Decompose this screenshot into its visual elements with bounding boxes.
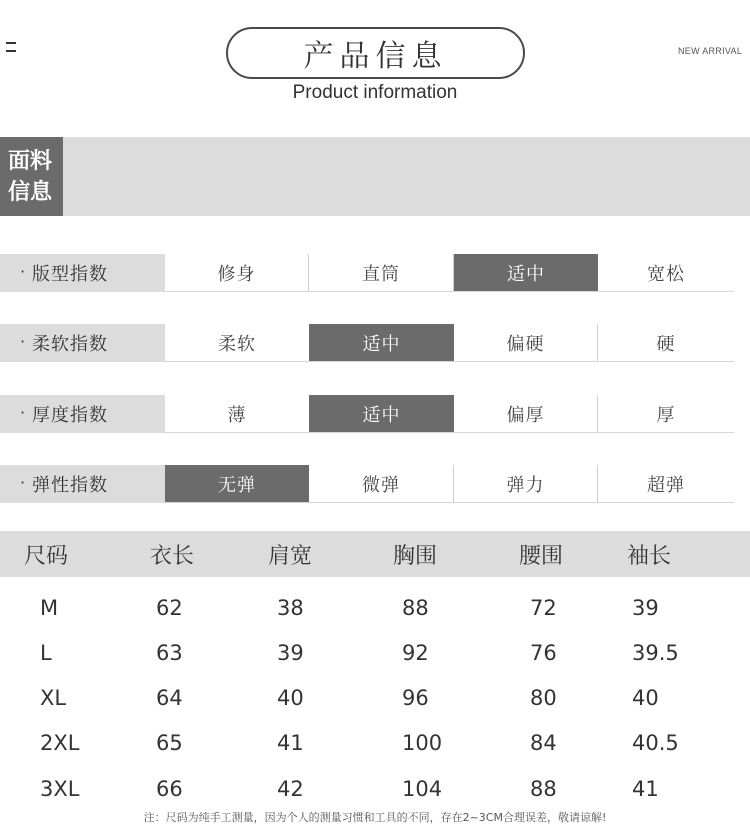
table-cell: 3XL	[40, 777, 80, 801]
table-cell: 63	[156, 641, 183, 665]
page-subtitle: Product information	[292, 82, 458, 103]
index-option: 硬	[598, 324, 734, 362]
column-header: 袖长	[627, 543, 672, 569]
table-cell: 84	[530, 731, 557, 755]
table-cell: 39	[632, 596, 659, 620]
table-cell: 72	[530, 596, 557, 620]
index-label: · 版型指数	[0, 254, 165, 292]
index-row-fit	[0, 254, 750, 292]
index-row-softness	[0, 324, 750, 362]
size-table-header	[0, 531, 750, 577]
index-option: 厚	[598, 395, 734, 433]
table-row	[0, 630, 750, 676]
measurement-note: 注：尺码为纯手工测量，因为个人的测量习惯和工具的不同，存在2~3CM合理误差，敬请谅解!	[143, 811, 607, 824]
index-option: 超弹	[598, 465, 734, 503]
index-label: · 弹性指数	[0, 465, 165, 503]
table-row	[0, 720, 750, 766]
index-option: 修身	[165, 254, 309, 292]
index-label: · 厚度指数	[0, 395, 165, 433]
table-cell: 66	[156, 777, 183, 801]
table-cell: 65	[156, 731, 183, 755]
table-cell: 92	[402, 641, 429, 665]
index-option: 宽松	[598, 254, 734, 292]
table-cell: 38	[277, 596, 304, 620]
index-row-elasticity	[0, 465, 750, 503]
table-cell: XL	[40, 686, 67, 710]
table-cell: 104	[402, 777, 443, 801]
column-header: 胸围	[393, 543, 438, 569]
column-header: 衣长	[150, 543, 195, 569]
index-row-thickness	[0, 395, 750, 433]
table-cell: 88	[402, 596, 429, 620]
column-header: 尺码	[24, 543, 69, 569]
index-label: · 柔软指数	[0, 324, 165, 362]
table-cell: 39.5	[632, 641, 679, 665]
index-option-selected: 适中	[454, 254, 598, 292]
column-header: 肩宽	[268, 543, 313, 569]
table-cell: 88	[530, 777, 557, 801]
table-cell: 40	[632, 686, 659, 710]
fabric-info-band	[0, 137, 750, 216]
table-cell: 2XL	[40, 731, 80, 755]
table-cell: 80	[530, 686, 557, 710]
index-option-selected: 适中	[309, 324, 454, 362]
fabric-label-line1: 面料	[8, 148, 53, 174]
table-cell: 100	[402, 731, 443, 755]
table-cell: 76	[530, 641, 557, 665]
page-title: 产品信息	[226, 27, 525, 79]
table-cell: 41	[632, 777, 659, 801]
table-cell: 42	[277, 777, 304, 801]
table-cell: 41	[277, 731, 304, 755]
table-cell: 40	[277, 686, 304, 710]
table-row	[0, 585, 750, 631]
table-cell: L	[40, 641, 52, 665]
index-option-selected: 无弹	[165, 465, 309, 503]
table-cell: 64	[156, 686, 183, 710]
index-option: 薄	[165, 395, 309, 433]
table-cell: 62	[156, 596, 183, 620]
column-header: 腰围	[519, 543, 564, 569]
index-option: 弹力	[454, 465, 598, 503]
table-cell: 96	[402, 686, 429, 710]
menu-mark-icon	[6, 38, 18, 58]
index-option: 偏厚	[454, 395, 598, 433]
new-arrival-tag: NEW ARRIVAL	[678, 46, 743, 56]
index-option: 直筒	[309, 254, 454, 292]
index-option: 微弹	[309, 465, 454, 503]
index-option-selected: 适中	[309, 395, 454, 433]
table-row	[0, 766, 750, 812]
index-option: 偏硬	[454, 324, 598, 362]
table-cell: M	[40, 596, 59, 620]
table-cell: 40.5	[632, 731, 679, 755]
table-cell: 39	[277, 641, 304, 665]
index-option: 柔软	[165, 324, 309, 362]
table-row	[0, 675, 750, 721]
fabric-label-line2: 信息	[8, 179, 53, 205]
fabric-info-label	[0, 137, 63, 216]
